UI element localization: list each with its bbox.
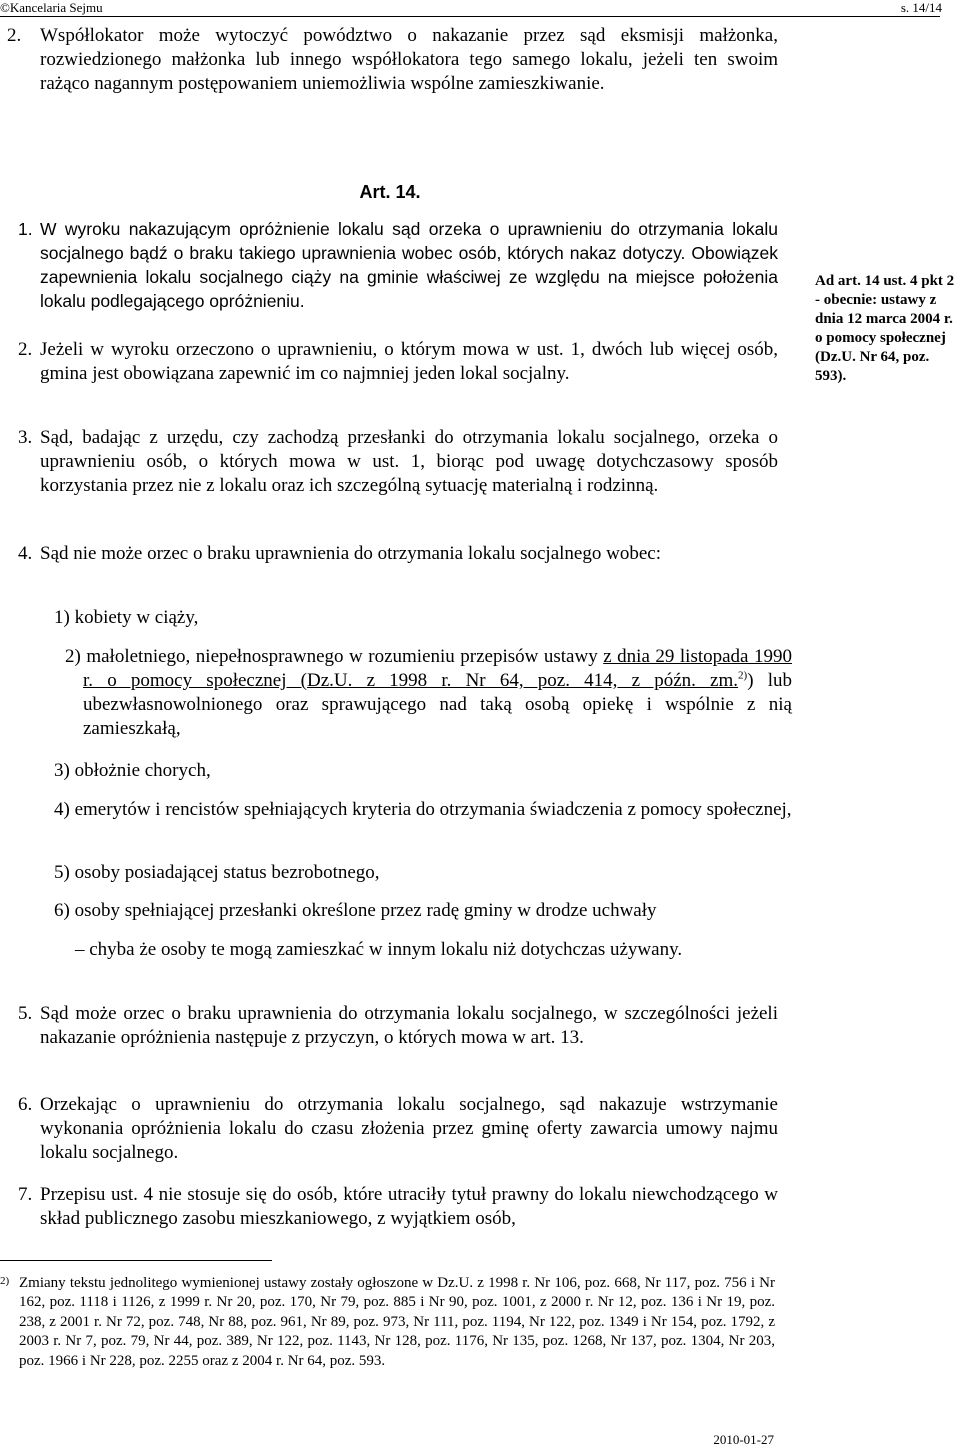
- item-2-text-end: ) lub ubezwłasnowolnionego oraz sprawującego nad taką osobą opiekę i wspólnie z nią zamieszkałą,: [83, 670, 792, 739]
- art14-p4-item-5: 5) osoby posiadającej status bezrobotnego,: [54, 862, 380, 883]
- art14-p1-text-b: Obowiązek zapewnienia lokalu socjalnego ciąży na gminie właściwej ze względu na miejsce położenia lokalu podlegającego opróżnieniu.: [40, 243, 778, 311]
- header-source: ©Kancelaria Sejmu: [0, 0, 103, 15]
- art14-p5-number: 5.: [18, 1003, 33, 1024]
- header-divider: [0, 16, 940, 17]
- footer-date: 2010-01-27: [713, 1432, 774, 1447]
- art14-p1-number: 1.: [18, 219, 33, 239]
- art14-p4-item-6: 6) osoby spełniającej przesłanki określone przez radę gminy w drodze uchwały: [54, 900, 657, 921]
- art14-p1-text-a: W wyroku nakazującym opróżnienie lokalu sąd orzeka o uprawnieniu do otrzymania lokalu socjalnego bądź o braku takiego uprawnienia wobec osób, których nakaz dotyczy.: [40, 219, 778, 263]
- art14-p1-text: [40, 217, 778, 313]
- art14-p5-text: Sąd może orzec o braku uprawnienia do otrzymania lokalu socjalnego, w szczególności jeżeli nakazanie opróżnienia następuje z przyczyn, o których mowa w art. 13.: [40, 1003, 778, 1048]
- art14-p3-text: Sąd, badając z urzędu, czy zachodzą przesłanki do otrzymania lokalu socjalnego, orzeka o uprawnieniu osób, o których mowa w ust. 1, biorąc pod uwagę dotychczasowy sposób korzystania przez nie z lokalu oraz ich szczególną sytuację materialną i rodzinną.: [40, 427, 778, 496]
- margin-note: Ad art. 14 ust. 4 pkt 2 - obecnie: ustawy z dnia 12 marca 2004 r. o pomocy społecznej (Dz.U. Nr 64, poz. 593).: [815, 273, 955, 384]
- art14-p2-number: 2.: [18, 339, 33, 360]
- article-title: Art. 14.: [359, 182, 421, 202]
- art14-p4-tail: – chyba że osoby te mogą zamieszkać w innym lokalu niż dotychczas używany.: [75, 939, 683, 960]
- footnote-marker: 2): [0, 1275, 10, 1287]
- footnote-divider: [0, 1260, 272, 1261]
- footnote-ref[interactable]: 2): [738, 669, 748, 682]
- art14-p4-item-1: 1) kobiety w ciąży,: [54, 607, 199, 628]
- art14-p6-number: 6.: [18, 1094, 33, 1115]
- item-2-text-start: 2) małoletniego, niepełnosprawnego w rozumieniu przepisów ustawy: [65, 646, 604, 667]
- art14-p4-number: 4.: [18, 543, 33, 564]
- art14-p4-item-3: 3) obłożnie chorych,: [54, 760, 211, 781]
- art14-p6-text: Orzekając o uprawnieniu do otrzymania lokalu socjalnego, sąd nakazuje wstrzymanie wykonania opróżnienia lokalu do czasu złożenia przez gminę oferty zawarcia umowy najmu lokalu socjalnego.: [40, 1094, 778, 1163]
- art14-p2-text: Jeżeli w wyroku orzeczono o uprawnieniu, o którym mowa w ust. 1, dwóch lub więcej osób, gmina jest obowiązana zapewnić im co najmniej jeden lokal socjalny.: [40, 339, 778, 384]
- art14-p3-number: 3.: [18, 427, 33, 448]
- act-reference-text: z dnia 29 listopada 1990 r. o pomocy społecznej (Dz.U. z 1998 r. Nr 64, poz. 414, z późn. zm.: [83, 646, 792, 691]
- art14-p7-text: Przepisu ust. 4 nie stosuje się do osób, które utraciły tytuł prawny do lokalu niewchodzącego w skład publicznego zasobu mieszkaniowego, z wyjątkiem osób,: [40, 1184, 778, 1229]
- footnote-text: Zmiany tekstu jednolitego wymienionej ustawy zostały ogłoszone w Dz.U. z 1998 r. Nr 106, poz. 668, Nr 117, poz. 756 i Nr 162, poz. 1118 i 1126, z 1999 r. Nr 20, poz. 170, Nr 79, poz. 885 i Nr 90, poz. 1001, z 2000 r. Nr 12, poz. 136 i Nr 19, poz. 238, z 2001 r. Nr 72, poz. 748, Nr 88, poz. 961, Nr 89, poz. 973, Nr 111, poz. 1194, Nr 122, poz. 1349 i Nr 154, poz. 1792, z 2003 r. Nr 7, poz. 79, Nr 44, poz. 389, Nr 122, poz. 1143, Nr 128, poz. 1176, Nr 135, poz. 1268, Nr 137, poz. 1304, Nr 203, poz. 1966 i Nr 228, poz. 2255 oraz z 2004 r. Nr 64, poz. 593.: [19, 1275, 775, 1369]
- header-page-number: s. 14/14: [900, 0, 942, 15]
- art14-p7-number: 7.: [18, 1184, 33, 1205]
- art14-p4-text: Sąd nie może orzec o braku uprawnienia do otrzymania lokalu socjalnego wobec:: [40, 543, 661, 564]
- art14-p4-item-2: [65, 645, 792, 741]
- art13-p2-number: 2.: [7, 25, 22, 46]
- art14-p4-item-4: 4) emerytów i rencistów spełniających kryteria do otrzymania świadczenia z pomocy społecznej,: [54, 799, 792, 820]
- art13-p2-text: Współlokator może wytoczyć powództwo o nakazanie przez sąd eksmisji małżonka, rozwiedzionego małżonka lub innego współlokatora tego samego lokalu, jeżeli ten swoim rażąco nagannym postępowaniem uniemożliwia wspólne zamieszkiwanie.: [40, 25, 778, 94]
